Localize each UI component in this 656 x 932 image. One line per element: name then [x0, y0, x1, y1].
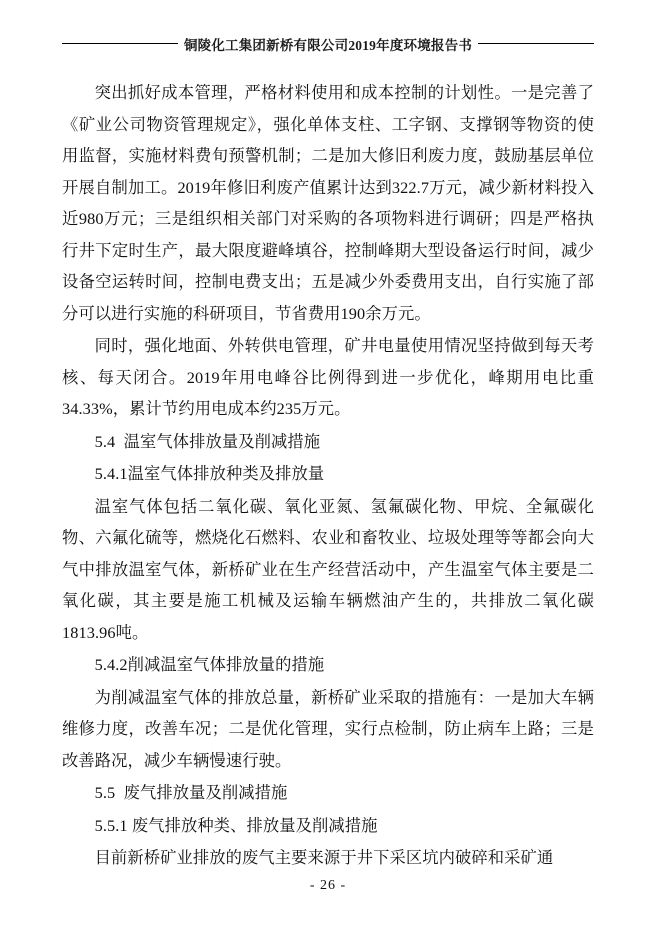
section-number-5-5: 5.5 — [94, 783, 116, 802]
subsection-title-5-5-1: 废气排放种类、排放量及削减措施 — [131, 815, 378, 835]
subsection-number-5-4-2: 5.4.2 — [94, 655, 128, 674]
section-number-5-4: 5.4 — [94, 431, 116, 451]
subsection-number-5-5-1: 5.5.1 — [94, 815, 128, 835]
subsection-heading-5-4-1 — [62, 458, 594, 490]
paragraph-power-management: 同时，强化地面、外转供电管理，矿井电量使用情况坚持做到每天考核、每天闭合。2019年用电峰谷比例得到进一步优化，峰期用电比重34.33%，累计节约用电成本约235万元。 — [62, 336, 594, 418]
paragraph-greenhouse-gas-types: 温室气体包括二氧化碳、氧化亚氮、氢氟碳化物、甲烷、全氟碳化物、六氟化硫等，燃烧化石燃料、农业和畜牧业、垃圾处理等等都会向大气中排放温室气体，新桥矿业在生产经营活动中，产生温室气体主要是二氧化碳，其主要是施工机械及运输车辆燃油产生的，共排放二氧化碳1813.96吨。 — [62, 496, 594, 642]
subsection-title-5-4-1: 温室气体排放种类及排放量 — [127, 464, 325, 483]
subsection-heading-5-4-2 — [62, 649, 594, 681]
subsection-heading-5-5-1 — [62, 810, 594, 842]
page-footer — [0, 878, 656, 894]
header-title: 铜陵化工集团新桥有限公司2019年度环境报告书 — [178, 34, 478, 54]
subsection-title-5-4-2: 削减温室气体排放量的措施 — [127, 655, 325, 674]
section-title-5-4: 温室气体排放量及削减措施 — [123, 431, 321, 451]
paragraph-waste-gas-sources: 目前新桥矿业排放的废气主要来源于井下采区坑内破碎和采矿通 — [94, 848, 554, 867]
paragraph-greenhouse-gas-measures: 为削减温室气体的排放总量，新桥矿业采取的措施有：一是加大车辆维修力度，改善车况；二是优化管理，实行点检制，防止病车上路；三是改善路况，减少车辆慢速行驶。 — [62, 687, 594, 770]
subsection-number-5-4-1: 5.4.1 — [94, 464, 128, 483]
page-header — [62, 34, 594, 61]
document-body — [62, 77, 594, 874]
section-heading-5-5 — [62, 777, 594, 809]
section-heading-5-4 — [62, 426, 594, 458]
section-title-5-5: 废气排放量及削减措施 — [123, 783, 288, 802]
paragraph-cost-management: 突出抓好成本管理，严格材料使用和成本控制的计划性。一是完善了《矿业公司物资管理规定》，强化单体支柱、工字钢、支撑钢等物资的使用监督，实施材料费旬预警机制；二是加大修旧利废力度，鼓励基层单位开展自制加工。2019年修旧利废产值累计达到322.7万元，减少新材料投入近980万元；三是组织相关部门对采购的各项物料进行调研；四是严格执行井下定时生产，最大限度避峰填谷，控制峰期大型设备运行时间，减少设备空运转时间，控制电费支出；五是减少外委费用支出，自行实施了部分可以进行实施的科研项目，节省费用190余万元。 — [62, 83, 594, 323]
page-number: - 26 - — [309, 878, 347, 893]
